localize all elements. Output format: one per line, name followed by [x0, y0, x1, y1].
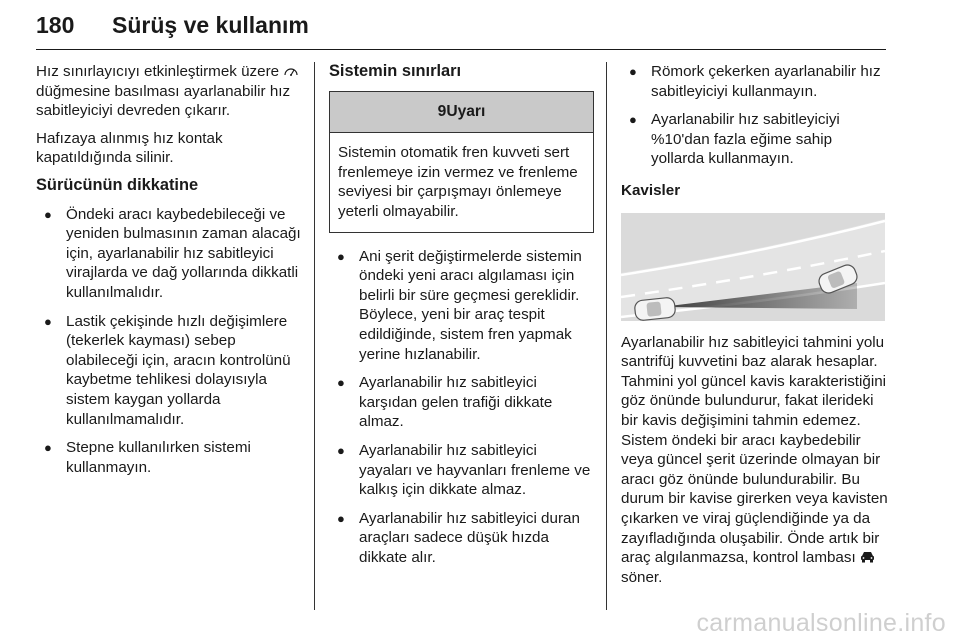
- warning-header: [330, 92, 593, 134]
- list-item: ● Stepne kullanılırken sistemi kullanmayın.: [44, 439, 251, 476]
- bullet-icon: ●: [337, 248, 345, 264]
- column-divider: [606, 62, 607, 610]
- page-header: [36, 8, 886, 52]
- car-ego: [634, 297, 676, 321]
- usage-restrictions-list: [621, 62, 889, 169]
- column-left: [36, 62, 304, 486]
- list-item: ● Ayarlanabilir hız sabitleyici duran araçları sadece düşük hızda dikkate alır.: [337, 509, 580, 566]
- curve-illustration: [621, 213, 885, 321]
- section-heading-driver-attention: Sürücünün dikkatine: [36, 175, 199, 194]
- column-divider: [314, 62, 315, 610]
- gauge-icon: [283, 63, 299, 79]
- warning-symbol: 9: [437, 102, 447, 120]
- list-item: ● Ayarlanabilir hız sabitleyici karşıdan gelen trafiği dikkate almaz.: [337, 374, 553, 431]
- column-middle: [329, 62, 594, 576]
- list-item: ● Römork çekerken ayarlanabilir hız sabitleyiciyi kullanmayın.: [629, 63, 881, 100]
- curves-paragraph: Ayarlanabilir hız sabitleyici tahmini yolu santrifüj kuvvetini baz alarak hesaplar. Tahmini yol güncel kavis karakteristiğini göz önünde bulundurur, fakat ilerideki bir kavis değişimini tahmin edemez. Sistem öndeki bir aracı kaybedebilir veya güncel şerit üzerinde olmayan bir aracı göz önünde bulundurabilir. Bu durum bir kavise girerken veya kavisten çıkarken ve viraj güçlendiğinde ya da zayıfladığında oluşabilir. Önde artık bir araç algılanmazsa, kontrol lambası söner.: [621, 333, 888, 586]
- bullet-icon: ●: [337, 442, 345, 458]
- curve-road-drawing: [621, 213, 885, 321]
- section-heading-curves: Kavisler: [621, 181, 681, 199]
- system-limits-list: [329, 247, 594, 568]
- list-item: ● Lastik çekişinde hızlı değişimlere (tekerlek kayması) sebep olabileceği için, aracın kontrolünü kaybetme tehlikesi dolayısıyla sistem kaygan yollarda kullanılmamalıdır.: [44, 312, 291, 428]
- section-heading-system-limits: Sistemin sınırları: [329, 62, 462, 80]
- bullet-icon: ●: [44, 313, 52, 329]
- warning-title: Uyarı: [446, 102, 486, 120]
- intro-paragraph: Hız sınırlayıcıyı etkinleştirmek üzere düğmesine basılması ayarlanabilir hız sabitleyiciyi devreden çıkarır.: [36, 62, 304, 121]
- page-title: Sürüş ve kullanım: [112, 12, 309, 38]
- list-item: ● Ayarlanabilir hız sabitleyiciyi %10'dan fazla eğime sahip yollarda kullanmayın.: [629, 111, 840, 168]
- list-item: ● Öndeki aracı kaybedebileceği ve yeniden bulmasının zaman alacağı için, ayarlanabilir hız sabitleyici virajlarda ve dağ yollarında dikkatli kullanılmalıdır.: [44, 205, 301, 301]
- watermark: carmanualsonline.info: [696, 609, 946, 637]
- warning-box: [329, 91, 594, 233]
- header-rule: [36, 49, 886, 50]
- bullet-icon: ●: [337, 510, 345, 526]
- warning-text: Sistemin otomatik fren kuvveti sert frenlemeye izin vermez ve frenleme seviyesi bir çarpışmayı önlemeye yeterli olmayabilir.: [338, 144, 578, 220]
- memory-note: Hafızaya alınmış hız kontak kapatıldığında silinir.: [36, 129, 223, 167]
- page-number: 180: [36, 12, 75, 38]
- car-icon: [860, 549, 875, 565]
- list-item: ● Ayarlanabilir hız sabitleyici yayaları ve hayvanları frenleme ve kalkış için dikkate almaz.: [337, 441, 591, 499]
- bullet-icon: ●: [629, 64, 637, 79]
- driver-attention-list: [36, 205, 304, 478]
- list-item: ● Ani şerit değiştirmelerde sistemin öndeki yeni aracı algılaması için belirli bir süre geçmesi gereklidir. Böylece, yeni bir araç tespit edildiğinde, sistem fren yapmak yerine hızlanabilir.: [337, 247, 582, 363]
- bullet-icon: ●: [629, 112, 637, 128]
- column-right: [621, 62, 889, 595]
- bullet-icon: ●: [44, 440, 52, 456]
- bullet-icon: ●: [44, 206, 52, 222]
- bullet-icon: ●: [337, 375, 345, 391]
